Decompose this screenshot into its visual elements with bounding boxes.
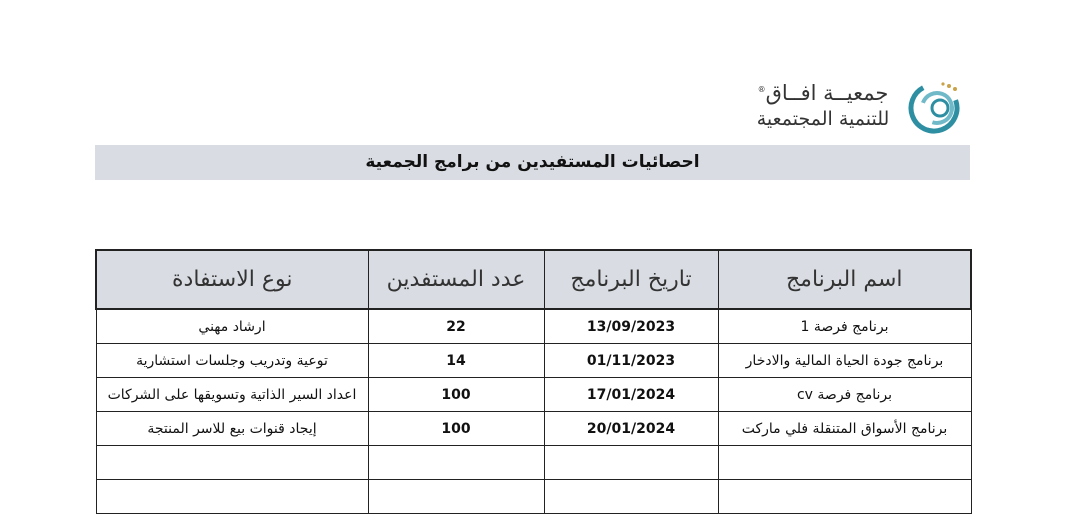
page-title: احصائيات المستفيدين من برامج الجمعية [95, 145, 970, 180]
program-date-cell [544, 480, 718, 514]
beneficiaries-count-cell: 22 [368, 309, 544, 344]
circles-logo-icon [905, 80, 963, 134]
beneficiaries-count-cell: 100 [368, 412, 544, 446]
beneficiaries-table [95, 249, 972, 514]
column-header-benefit-type: نوع الاستفادة [96, 250, 368, 309]
table-row [96, 344, 971, 378]
beneficiaries-count-cell: 14 [368, 344, 544, 378]
program-name-cell: برنامج فرصة 1 [718, 309, 971, 344]
registered-mark: ® [757, 85, 766, 94]
program-date-cell: 20/01/2024 [544, 412, 718, 446]
table-row-empty [96, 446, 971, 480]
program-name-cell [718, 446, 971, 480]
column-header-beneficiaries-count: عدد المستفدين [368, 250, 544, 309]
program-name-cell [718, 480, 971, 514]
benefit-type-cell [96, 446, 368, 480]
benefit-type-cell: اعداد السير الذاتية وتسويقها على الشركات [96, 378, 368, 412]
beneficiaries-count-cell [368, 446, 544, 480]
benefit-type-cell: ارشاد مهني [96, 309, 368, 344]
logo-name-line2: للتنمية المجتمعية [756, 108, 890, 130]
logo-wordmark [745, 76, 901, 131]
program-date-cell: 17/01/2024 [544, 378, 718, 412]
column-header-program-date: تاريخ البرنامج [544, 250, 718, 309]
benefit-type-cell: إيجاد قنوات بيع للاسر المنتجة [96, 412, 368, 446]
program-name-cell: برنامج الأسواق المتنقلة فلي ماركت [718, 412, 971, 446]
logo-name-line1: جمعيــة افــاق® [757, 81, 889, 105]
table-header-row [96, 250, 971, 309]
table-row [96, 309, 971, 344]
benefit-type-cell: توعية وتدريب وجلسات استشارية [96, 344, 368, 378]
beneficiaries-count-cell: 100 [368, 378, 544, 412]
program-name-cell: برنامج فرصة cv [718, 378, 971, 412]
table-row [96, 412, 971, 446]
program-date-cell: 01/11/2023 [544, 344, 718, 378]
table-row [96, 378, 971, 412]
program-date-cell: 13/09/2023 [544, 309, 718, 344]
program-date-cell [544, 446, 718, 480]
program-name-cell: برنامج جودة الحياة المالية والادخار [718, 344, 971, 378]
table-row-empty [96, 480, 971, 514]
organization-logo [745, 76, 967, 136]
column-header-program-name: اسم البرنامج [718, 250, 971, 309]
beneficiaries-count-cell [368, 480, 544, 514]
benefit-type-cell [96, 480, 368, 514]
